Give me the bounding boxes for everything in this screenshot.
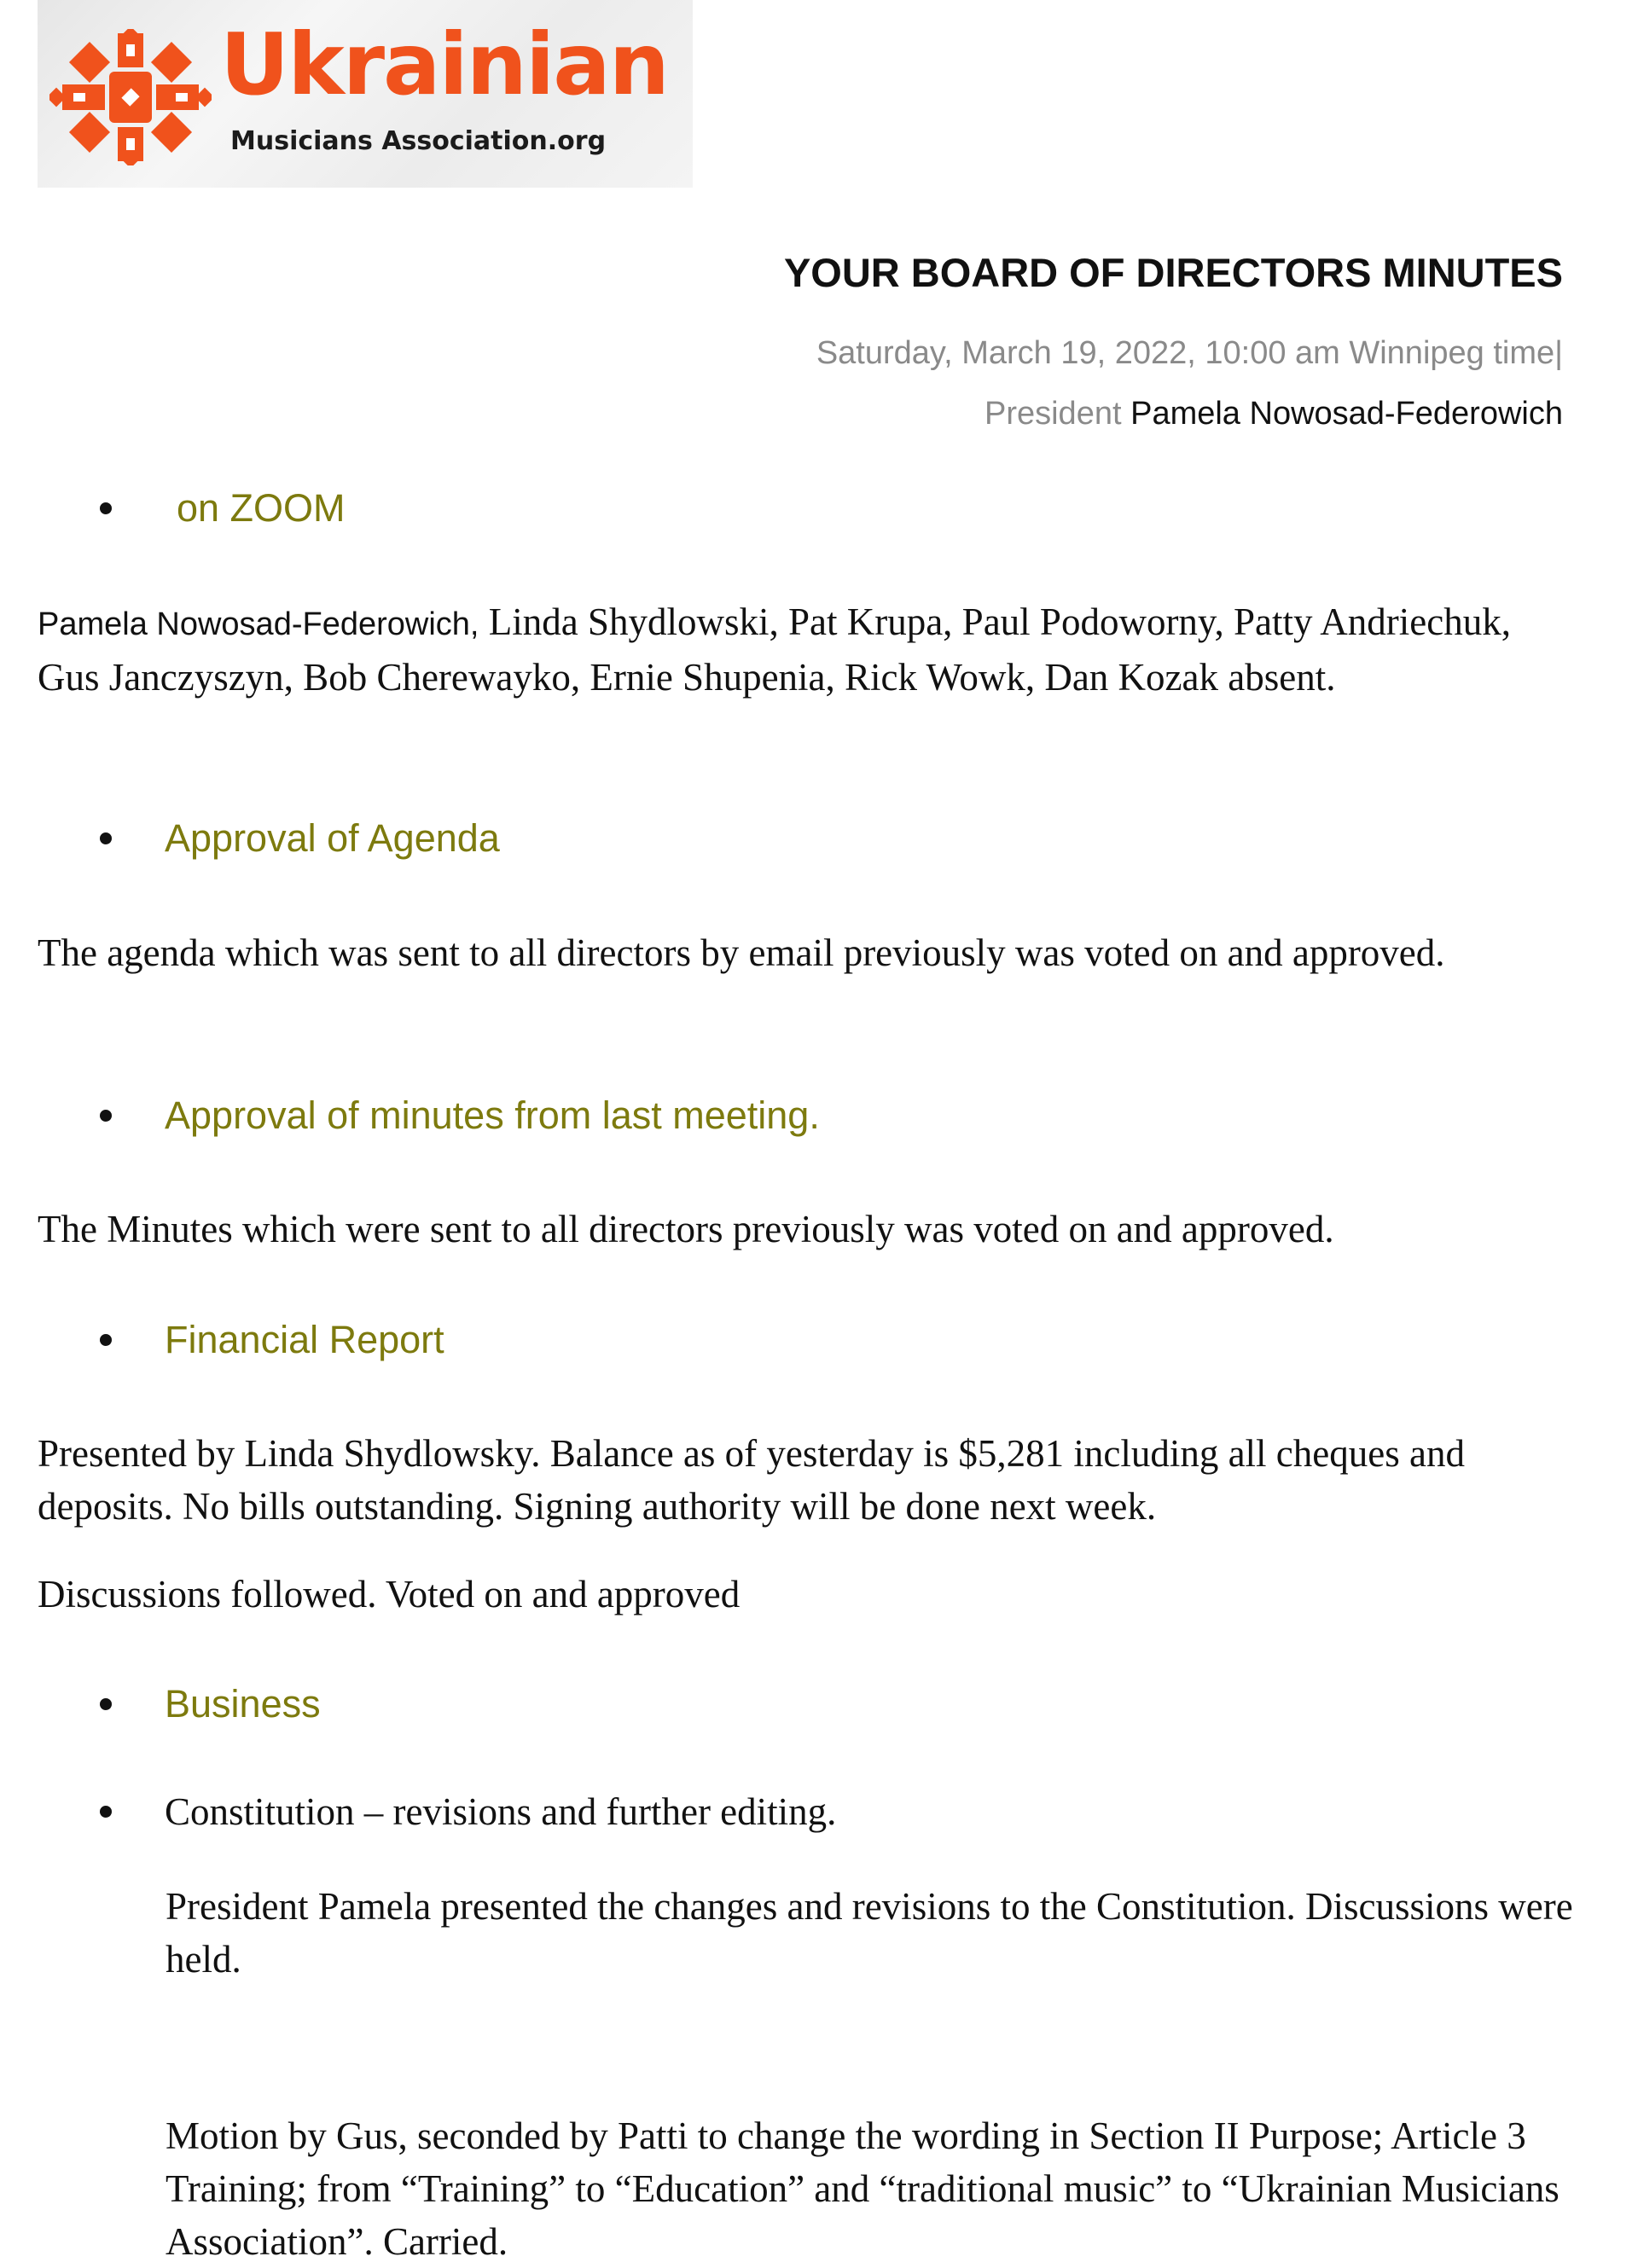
business-heading (102, 1682, 321, 1726)
agenda-heading-label: Approval of Agenda (165, 816, 500, 860)
attendees-rest: Linda Shydlowski, Pat Krupa, Paul Podoworny, Patty Andriechuk, Gus Janczyszyn, Bob Cherewayko, Ernie Shupenia, Rick Wowk, Dan Kozak absent. (38, 600, 1511, 699)
minutes-heading-label: Approval of minutes from last meeting. (165, 1093, 820, 1137)
minutes-paragraph: The Minutes which were sent to all directors previously was voted on and approved. (38, 1208, 1334, 1250)
minutes-heading (102, 1093, 820, 1138)
snowflake-ornament-icon (49, 29, 212, 165)
attendee-first: Pamela Nowosad-Federowich, (38, 606, 479, 642)
business-heading-label: Business (165, 1682, 321, 1726)
motion-paragraph: Motion by Gus, seconded by Patti to change the wording in Section II Purpose; Article 3 Training; from “Training” to “Education” and “traditional music” to “Ukrainian Musicians Association”. Carried. (166, 2114, 1560, 2263)
logo-wordmark: Ukrainian (220, 15, 668, 114)
meeting-date: Saturday, March 19, 2022, 10:00 am Winnipeg time| (816, 335, 1563, 371)
logo-subtitle: Musicians Association.org (230, 126, 607, 156)
financial-heading (102, 1318, 444, 1362)
constitution-item (102, 1789, 837, 1834)
financial-followup: Discussions followed. Voted on and approved (38, 1573, 741, 1615)
president-label: President (984, 396, 1122, 432)
agenda-paragraph: The agenda which was sent to all directors by email previously was voted on and approved. (38, 931, 1445, 974)
zoom-heading (102, 486, 346, 531)
attendees-paragraph (38, 595, 1573, 704)
constitution-item-label: Constitution – revisions and further editing. (165, 1790, 837, 1833)
page-title: YOUR BOARD OF DIRECTORS MINUTES (783, 250, 1563, 295)
president-line (985, 396, 1563, 432)
constitution-paragraph: President Pamela presented the changes and revisions to the Constitution. Discussions were held. (166, 1885, 1573, 1981)
financial-heading-label: Financial Report (165, 1318, 444, 1361)
association-logo (38, 0, 693, 188)
financial-paragraph: Presented by Linda Shydlowsky. Balance as of yesterday is $5,281 including all cheques and deposits. No bills outstanding. Signing authority will be done next week. (38, 1432, 1465, 1528)
agenda-heading (102, 816, 500, 861)
zoom-label: on ZOOM (177, 486, 346, 530)
president-name: Pamela Nowosad-Federowich (1130, 396, 1563, 432)
